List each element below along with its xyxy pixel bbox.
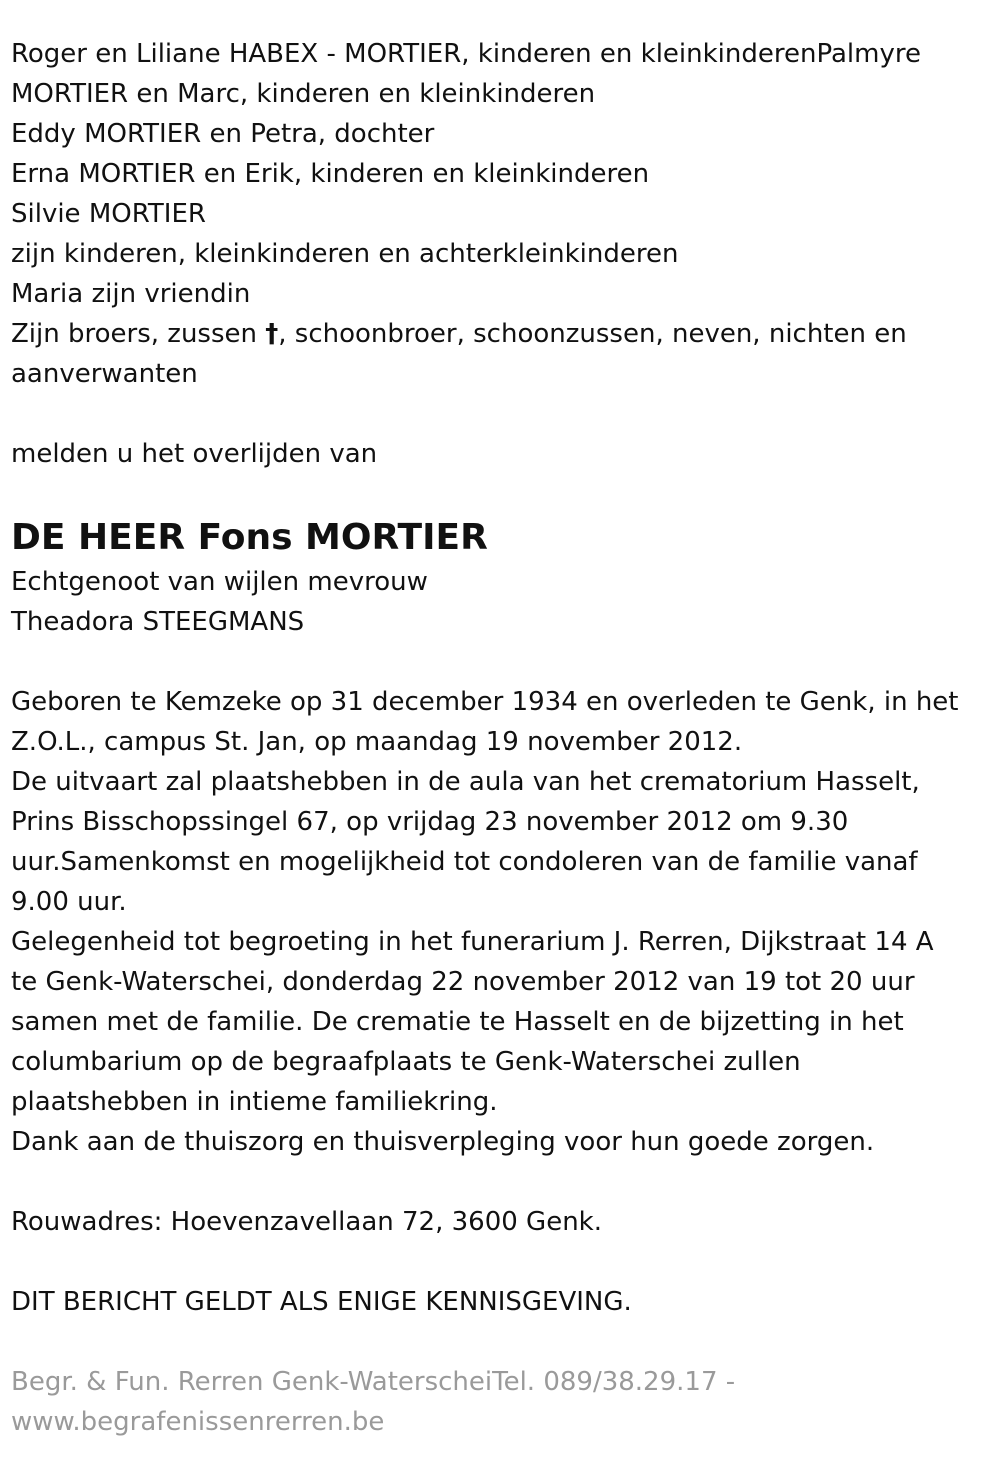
family-line: MORTIER en Marc, kinderen en kleinkinderen [11,79,596,109]
spouse-line: Echtgenoot van wijlen mevrouw [11,567,428,597]
family-line: zijn kinderen, kleinkinderen en achterkleinkinderen [11,239,679,269]
details-line: 9.00 uur. [11,887,127,917]
details-line: plaatshebben in intieme familiekring. [11,1087,498,1117]
details-line: Gelegenheid tot begroeting in het funerarium J. Rerren, Dijkstraat 14 A [11,927,934,957]
deceased-name: DE HEER Fons MORTIER [11,517,488,558]
details-line: columbarium op de begraafplaats te Genk-Waterschei zullen [11,1047,801,1077]
mourning-address: Rouwadres: Hoevenzavellaan 72, 3600 Genk. [11,1207,602,1237]
family-line: Silvie MORTIER [11,199,206,229]
announcement: melden u het overlijden van [11,439,378,469]
details-line: Dank aan de thuiszorg en thuisverpleging voor hun goede zorgen. [11,1127,875,1157]
spacer [11,642,981,682]
cross-icon: † [265,319,279,349]
family-line: Erna MORTIER en Erik, kinderen en kleinkinderen [11,159,650,189]
spacer [11,1322,981,1362]
details-line: Z.O.L., campus St. Jan, op maandag 19 november 2012. [11,727,743,757]
details-line: uur.Samenkomst en mogelijkheid tot condoleren van de familie vanaf [11,847,918,877]
family-line: Roger en Liliane HABEX - MORTIER, kinderen en kleinkinderenPalmyre [11,39,921,69]
siblings-text-continued: , schoonbroer, schoonzussen, neven, nichten en [278,319,907,349]
funeral-home-website[interactable]: www.begrafenissenrerren.be [11,1407,385,1437]
details-line: samen met de familie. De crematie te Hasselt en de bijzetting in het [11,1007,904,1037]
spouse-name: Theadora STEEGMANS [11,607,305,637]
family-line: Maria zijn vriendin [11,279,251,309]
notice-statement: DIT BERICHT GELDT ALS ENIGE KENNISGEVING. [11,1287,632,1317]
details-line: Geboren te Kemzeke op 31 december 1934 en overleden te Genk, in het [11,687,959,717]
spacer [11,474,981,514]
siblings-line-wrap: aanverwanten [11,359,198,389]
funeral-home-contact: Begr. & Fun. Rerren Genk-WaterscheiTel. 089/38.29.17 - [11,1367,736,1397]
details-line: De uitvaart zal plaatshebben in de aula van het crematorium Hasselt, [11,767,920,797]
family-line: Eddy MORTIER en Petra, dochter [11,119,435,149]
obituary-notice [11,34,981,1442]
spacer [11,1242,981,1282]
siblings-line [11,314,981,354]
details-line: Prins Bisschopssingel 67, op vrijdag 23 november 2012 om 9.30 [11,807,849,837]
spacer [11,394,981,434]
spacer [11,1162,981,1202]
details-line: te Genk-Waterschei, donderdag 22 november 2012 van 19 tot 20 uur [11,967,915,997]
siblings-text: Zijn broers, zussen [11,319,266,349]
